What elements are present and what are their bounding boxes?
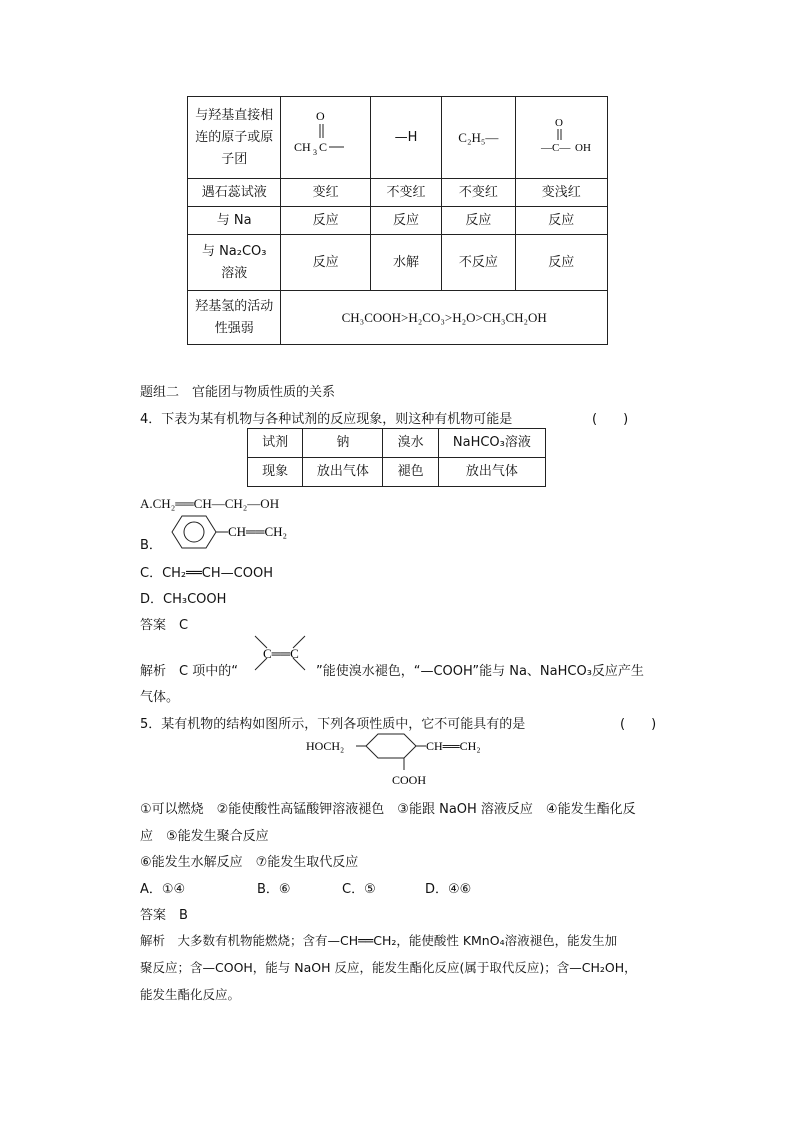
q5-answer: [140, 904, 188, 923]
cell: 反应: [281, 207, 370, 235]
analysis-text: 大多数有机物能燃烧；含有—CH══CH₂，能使酸性 KMnO₄溶液褪色，能发生加: [177, 933, 618, 948]
q4-option-a: A.CH₂══CH—CH₂—OH: [140, 496, 280, 511]
cooh-label: COOH: [392, 773, 427, 787]
vinyl-label: CH══CH₂: [426, 739, 481, 753]
q4-option-d: D．CH₃COOH: [140, 592, 227, 607]
vinyl-label: CH══CH₂: [228, 524, 288, 539]
carboxyl-group: [515, 97, 607, 179]
q5-props-line2: 应 ⑤能发生聚合反应: [140, 829, 269, 844]
comparison-table: [187, 96, 608, 345]
cell: 不变红: [370, 179, 441, 207]
row-label-na: 与 Na: [188, 207, 281, 235]
cell: 反应: [281, 235, 370, 291]
cell: 钠: [303, 429, 383, 458]
q5-option-c: C．⑤: [342, 882, 376, 897]
ethyl-group: C₂H₅—: [442, 97, 515, 179]
acetyl-c-label: C: [318, 140, 327, 154]
answer-label: 答案: [140, 618, 167, 633]
q5-props-line3: ⑥能发生水解反应 ⑦能发生取代反应: [140, 855, 359, 870]
analysis-label: 解析: [140, 664, 167, 679]
cell: 褪色: [383, 458, 438, 487]
cell: 试剂: [248, 429, 303, 458]
analysis-text: ”能使溴水褪色，“—COOH”能与 Na、NaHCO₃反应产生: [315, 664, 644, 679]
q5-option-a: A．①④: [140, 882, 186, 897]
cell: 不反应: [442, 235, 515, 291]
svg-text:O: O: [555, 117, 564, 129]
acetyl-group: [281, 97, 370, 179]
hoch2-label: HOCH₂: [306, 739, 345, 753]
strength-order: CH₃COOH>H₂CO₃>H₂O>CH₃CH₂OH: [281, 291, 608, 345]
oxygen-label: O: [315, 109, 325, 123]
section-title: 题组二 官能团与物质性质的关系: [140, 385, 336, 400]
cell: NaHCO₃溶液: [438, 429, 545, 458]
cell: 反应: [515, 235, 607, 291]
cell: 不变红: [442, 179, 515, 207]
cell: 溴水: [383, 429, 438, 458]
table-header-label: 与羟基直接相连的原子或原子团: [188, 97, 281, 179]
q4-stem: 4．下表为某有机物与各种试剂的反应现象，则这种有机物可能是: [140, 412, 513, 427]
cell: 反应: [442, 207, 515, 235]
svg-text:OH: OH: [575, 142, 592, 154]
cell: 水解: [370, 235, 441, 291]
row-label-strength: 羟基氢的活动性强弱: [188, 291, 281, 345]
q4-analysis-line1: [140, 660, 644, 679]
q5-stem: 5．某有机物的结构如图所示，下列各项性质中，它不可能具有的是: [140, 717, 526, 732]
q4-option-b-prefix: B．: [140, 538, 162, 553]
svg-text:3: 3: [312, 148, 317, 157]
hydrogen-group: —H: [370, 97, 441, 179]
q4-option-c: C．CH₂══CH—COOH: [140, 566, 273, 581]
styrene-structure: [160, 512, 310, 552]
cell: 放出气体: [438, 458, 545, 487]
acetyl-ch3-label: CH: [293, 140, 311, 154]
cell: 变浅红: [515, 179, 607, 207]
analysis-text: C 项中的“: [179, 664, 238, 679]
cell: 现象: [248, 458, 303, 487]
cc-double-bond-structure: [245, 632, 315, 674]
q5-option-d: D．④⑥: [425, 882, 472, 897]
answer-label: 答案: [140, 908, 167, 923]
svg-text:—C—: —C—: [541, 142, 571, 154]
analysis-label: 解析: [140, 933, 166, 948]
q5-molecule-structure: [300, 728, 500, 792]
q5-bracket: ( ): [620, 717, 657, 732]
q4-answer: [140, 614, 188, 633]
q5-analysis-line3: 能发生酯化反应。: [140, 987, 241, 1002]
cc-label: C══C: [263, 646, 299, 661]
q5-option-b: B．⑥: [257, 882, 291, 897]
cell: 变红: [281, 179, 370, 207]
row-label-na2co3: 与 Na₂CO₃ 溶液: [188, 235, 281, 291]
q4-analysis-line2: 气体。: [140, 690, 180, 705]
answer-value: C: [179, 618, 189, 633]
cell: 反应: [515, 207, 607, 235]
answer-value: B: [179, 908, 188, 923]
q5-analysis-line1: [140, 931, 617, 949]
q5-props-line1: ①可以燃烧 ②能使酸性高锰酸钾溶液褪色 ③能跟 NaOH 溶液反应 ④能发生酯化反: [140, 802, 636, 817]
row-label-litmus: 遇石蕊试液: [188, 179, 281, 207]
cell: 反应: [370, 207, 441, 235]
q5-analysis-line2: 聚反应；含—COOH，能与 NaOH 反应，能发生酯化反应(属于取代反应)；含—CH₂OH，: [140, 960, 637, 975]
q4-reagent-table: [247, 428, 546, 487]
cell: 放出气体: [303, 458, 383, 487]
q4-bracket: ( ): [592, 412, 629, 427]
